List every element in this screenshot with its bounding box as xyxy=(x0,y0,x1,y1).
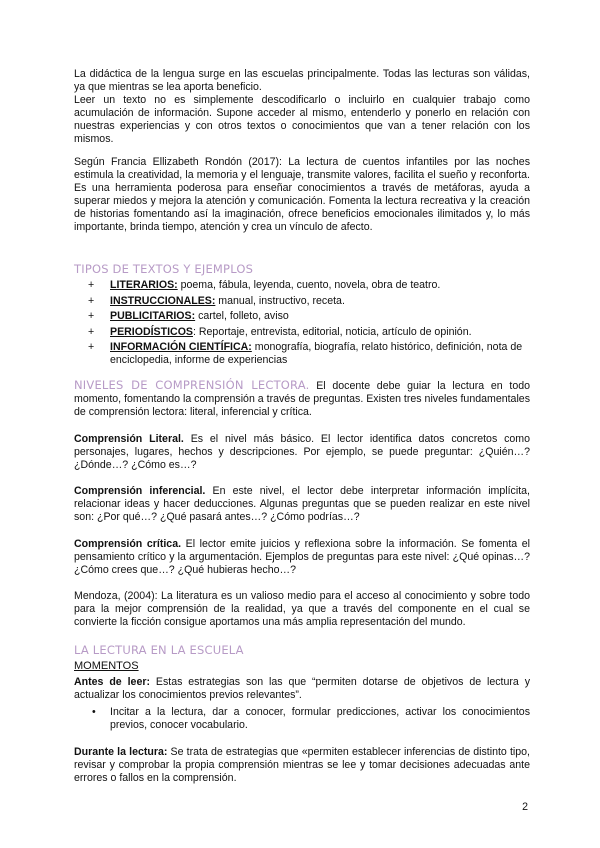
list-item xyxy=(88,326,530,339)
plus-icon: + xyxy=(88,341,95,354)
item-text: Incitar a la lectura, dar a conocer, formular predicciones, activar los conocimientos previos, conocer vocabulario. xyxy=(110,706,530,731)
plus-icon: + xyxy=(88,279,95,291)
tipos-list xyxy=(88,279,530,370)
escuela-heading: LA LECTURA EN LA ESCUELA xyxy=(74,643,244,657)
list-item xyxy=(88,341,530,367)
list-item xyxy=(88,279,530,292)
critica-title: Comprensión crítica. xyxy=(74,538,182,550)
list-item xyxy=(88,310,530,323)
item-text: monografía, biografía, relato histórico, definición, nota de enciclopedia, informe de experiencias xyxy=(110,341,523,367)
inferencial-paragraph xyxy=(74,485,530,524)
plus-icon: + xyxy=(88,310,95,323)
intro-paragraph-2: Leer un texto no es simplemente descodificarlo o incluirlo en cualquier trabajo como acumulación de información. Supone acceder al mismo, entenderlo y ponerlo en relación con nuestras experiencias y con otros textos o conocimientos que van a tener relación con los mismos. xyxy=(74,94,530,145)
item-term: INFORMACIÓN CIENTÍFICA: xyxy=(110,341,252,354)
durante-text: Se trata de estrategias que «permiten establecer inferencias de distinto tipo, revisar y comprobar la propia comprensión mientras se lee y tomar decisiones adecuadas ante errores o fallos en la comprensión. xyxy=(74,746,530,784)
item-text: poema, fábula, leyenda, cuento, novela, obra de teatro. xyxy=(177,279,441,291)
tipos-heading: TIPOS DE TEXTOS Y EJEMPLOS xyxy=(74,262,254,276)
momentos-subheading: MOMENTOS xyxy=(74,660,139,672)
page-number: 2 xyxy=(522,801,528,813)
inferencial-title: Comprensión inferencial. xyxy=(74,485,206,497)
literal-title: Comprensión Literal. xyxy=(74,433,184,445)
item-text: : Reportaje, entrevista, editorial, noticia, artículo de opinión. xyxy=(193,325,472,338)
bullet-icon: • xyxy=(92,706,96,718)
item-text: manual, instructivo, receta. xyxy=(215,294,345,307)
durante-title: Durante la lectura: xyxy=(74,746,168,758)
niveles-text: El docente debe guiar la lectura en todo momento, fomentando la comprensión a través de preguntas. Existen tres niveles fundamentales de comprensión lectora: literal, inferencial y crítica. xyxy=(74,380,531,418)
literal-text: Es el nivel más básico. El lector identifica datos concretos como personajes, lugares, hechos y descripciones. Por ejemplo, se puede preguntar: ¿Quién…? ¿Dónde…? ¿Cómo es…? xyxy=(74,433,530,471)
critica-text: El lector emite juicios y reflexiona sobre la información. Se fomenta el pensamiento crítico y la argumentación. Ejemplos de preguntas para este nivel: ¿Qué opinas…? ¿Cómo crees que…? ¿Qué hubieras hecho…? xyxy=(74,538,530,576)
niveles-paragraph xyxy=(74,379,530,419)
rondon-paragraph: Según Francia Ellizabeth Rondón (2017): La lectura de cuentos infantiles por las noches estimula la creatividad, la memoria y el lenguaje, transmite valores, facilita el sueño y reconforta. Es una herramienta poderosa para enseñar conocimientos a través de metáforas, ayuda a superar miedos y mejora la atención y comunicación. Fomenta la lectura recreativa y la creación de historias fomentando así la imaginación, ofrece beneficios emocionales ilimitados y, lo más importante, brinda tiempo, atención y crea un vínculo de afecto. xyxy=(74,156,530,233)
item-term: PUBLICITARIOS: xyxy=(110,310,196,323)
item-term: PERIODÍSTICOS xyxy=(110,325,193,338)
antes-title: Antes de leer: xyxy=(74,676,150,688)
plus-icon: + xyxy=(88,294,95,307)
durante-paragraph xyxy=(74,746,530,785)
literal-paragraph xyxy=(74,433,530,472)
item-term: INSTRUCCIONALES: xyxy=(110,294,216,307)
inferencial-text: En este nivel, el lector debe interpretar información implícita, relacionar ideas y hacer deducciones. Algunas preguntas que se pueden realizar en este nivel son: ¿Por qué…? ¿Qué pasará antes…? ¿Cómo podrías…? xyxy=(74,485,530,523)
critica-paragraph xyxy=(74,538,530,577)
antes-paragraph xyxy=(74,676,530,702)
item-term: LITERARIOS: xyxy=(110,279,178,291)
list-item xyxy=(92,706,530,732)
niveles-heading: NIVELES DE COMPRENSIÓN LECTORA. xyxy=(74,378,310,392)
item-text: cartel, folleto, aviso xyxy=(195,310,289,323)
plus-icon: + xyxy=(88,325,95,338)
antes-text: Estas estrategias son las que “permiten dotarse de objetivos de lectura y actualizar los conocimientos previos relevantes”. xyxy=(74,676,530,701)
antes-list xyxy=(92,706,530,732)
list-item xyxy=(88,295,530,308)
mendoza-paragraph: Mendoza, (2004): La literatura es un valioso medio para el acceso al conocimiento y sobre todo para la mejor comprensión de la realidad, ya que a través del componente en el cual se convierte la ficción consigue aportamos una más amplia representación del mundo. xyxy=(74,590,530,628)
intro-paragraph-1: La didáctica de la lengua surge en las escuelas principalmente. Todas las lecturas son válidas, ya que mientras se lea aporta beneficio. xyxy=(74,68,530,93)
